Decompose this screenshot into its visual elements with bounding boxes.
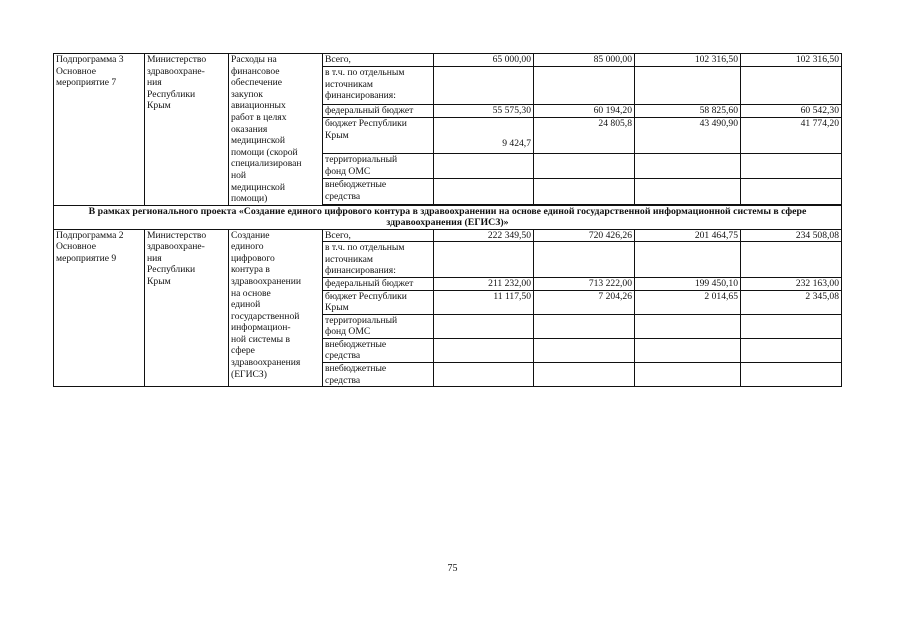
value-cell — [534, 153, 635, 178]
value-cell: 58 825,60 — [635, 104, 741, 117]
value-cell — [635, 314, 741, 338]
value-cell — [534, 338, 635, 362]
source-label: Всего, — [323, 54, 434, 67]
table-row — [54, 54, 842, 67]
value-cell — [534, 363, 635, 387]
source-label: Всего, — [323, 229, 434, 242]
value-cell — [434, 314, 534, 338]
source-label: территориальный фонд ОМС — [323, 314, 434, 338]
value-cell: 2 345,08 — [741, 290, 842, 314]
value-cell: 232 163,00 — [741, 277, 842, 290]
value-cell: 199 450,10 — [635, 277, 741, 290]
value-cell — [434, 338, 534, 362]
value-cell — [434, 153, 534, 178]
source-label: внебюджетные средства — [323, 363, 434, 387]
value-cell — [635, 153, 741, 178]
page-number: 75 — [447, 563, 458, 574]
value-cell: 7 204,26 — [534, 290, 635, 314]
value-cell — [534, 67, 635, 105]
value-cell — [635, 242, 741, 278]
value-cell — [434, 363, 534, 387]
value-cell — [434, 242, 534, 278]
value-cell — [635, 179, 741, 204]
source-label: федеральный бюджет — [323, 104, 434, 117]
program-cell: Подпрограмма 3 Основное мероприятие 7 — [54, 54, 145, 206]
section-banner: В рамках регионального проекта «Создание единого цифрового контура в здравоохранении на основе единой государственной информационной системы в сфере здравоохранения (ЕГИСЗ)» — [54, 205, 842, 229]
value-cell: 24 805,8 — [534, 117, 635, 153]
value-cell — [534, 314, 635, 338]
value-cell: 234 508,08 — [741, 229, 842, 242]
table-row — [54, 229, 842, 242]
program-cell: Подпрограмма 2 Основное мероприятие 9 — [54, 229, 145, 387]
value-cell — [635, 363, 741, 387]
source-label: территориальный фонд ОМС — [323, 153, 434, 178]
value-cell: 43 490,90 — [635, 117, 741, 153]
value-cell — [741, 363, 842, 387]
value-cell — [635, 338, 741, 362]
value-cell — [741, 179, 842, 204]
funding-table — [53, 53, 842, 387]
value-cell — [534, 179, 635, 204]
value-cell — [741, 242, 842, 278]
source-label: федеральный бюджет — [323, 277, 434, 290]
value-cell: 102 316,50 — [741, 54, 842, 67]
value-cell: 201 464,75 — [635, 229, 741, 242]
value-cell: 102 316,50 — [635, 54, 741, 67]
source-label: в т.ч. по отдельным источникам финансирования: — [323, 67, 434, 105]
source-label: бюджет Республики Крым — [323, 117, 434, 153]
value-cell: 2 014,65 — [635, 290, 741, 314]
source-label: бюджет Республики Крым — [323, 290, 434, 314]
value-cell: 60 542,30 — [741, 104, 842, 117]
value-cell — [741, 67, 842, 105]
value-cell: 222 349,50 — [434, 229, 534, 242]
source-label: внебюджетные средства — [323, 338, 434, 362]
value-cell — [434, 179, 534, 204]
value-cell — [741, 153, 842, 178]
table-row — [54, 205, 842, 229]
value-cell — [741, 314, 842, 338]
value-cell: 60 194,20 — [534, 104, 635, 117]
executor-cell: Министерство здравоохране- ния Республики Крым — [145, 54, 229, 206]
description-cell: Расходы на финансовое обеспечение закупок авиационных работ в целях оказания медицинской помощи (скорой специализирован ной медицинской помощи) — [229, 54, 323, 206]
value-cell: 85 000,00 — [534, 54, 635, 67]
value-cell: 9 424,7 — [434, 117, 534, 153]
value-cell: 41 774,20 — [741, 117, 842, 153]
value-cell: 720 426,26 — [534, 229, 635, 242]
description-cell: Создание единого цифрового контура в здравоохранении на основе единой государственной информацион- ной системы в сфере здравоохранения (ЕГИСЗ) — [229, 229, 323, 387]
value-cell: 11 117,50 — [434, 290, 534, 314]
source-label: в т.ч. по отдельным источникам финансирования: — [323, 242, 434, 278]
value-cell: 65 000,00 — [434, 54, 534, 67]
value-cell — [635, 67, 741, 105]
executor-cell: Министерство здравоохране- ния Республики Крым — [145, 229, 229, 387]
value-cell: 211 232,00 — [434, 277, 534, 290]
value-cell — [434, 67, 534, 105]
value-cell: 55 575,30 — [434, 104, 534, 117]
source-label: внебюджетные средства — [323, 179, 434, 204]
value-cell — [741, 338, 842, 362]
value-cell — [534, 242, 635, 278]
value-cell: 713 222,00 — [534, 277, 635, 290]
